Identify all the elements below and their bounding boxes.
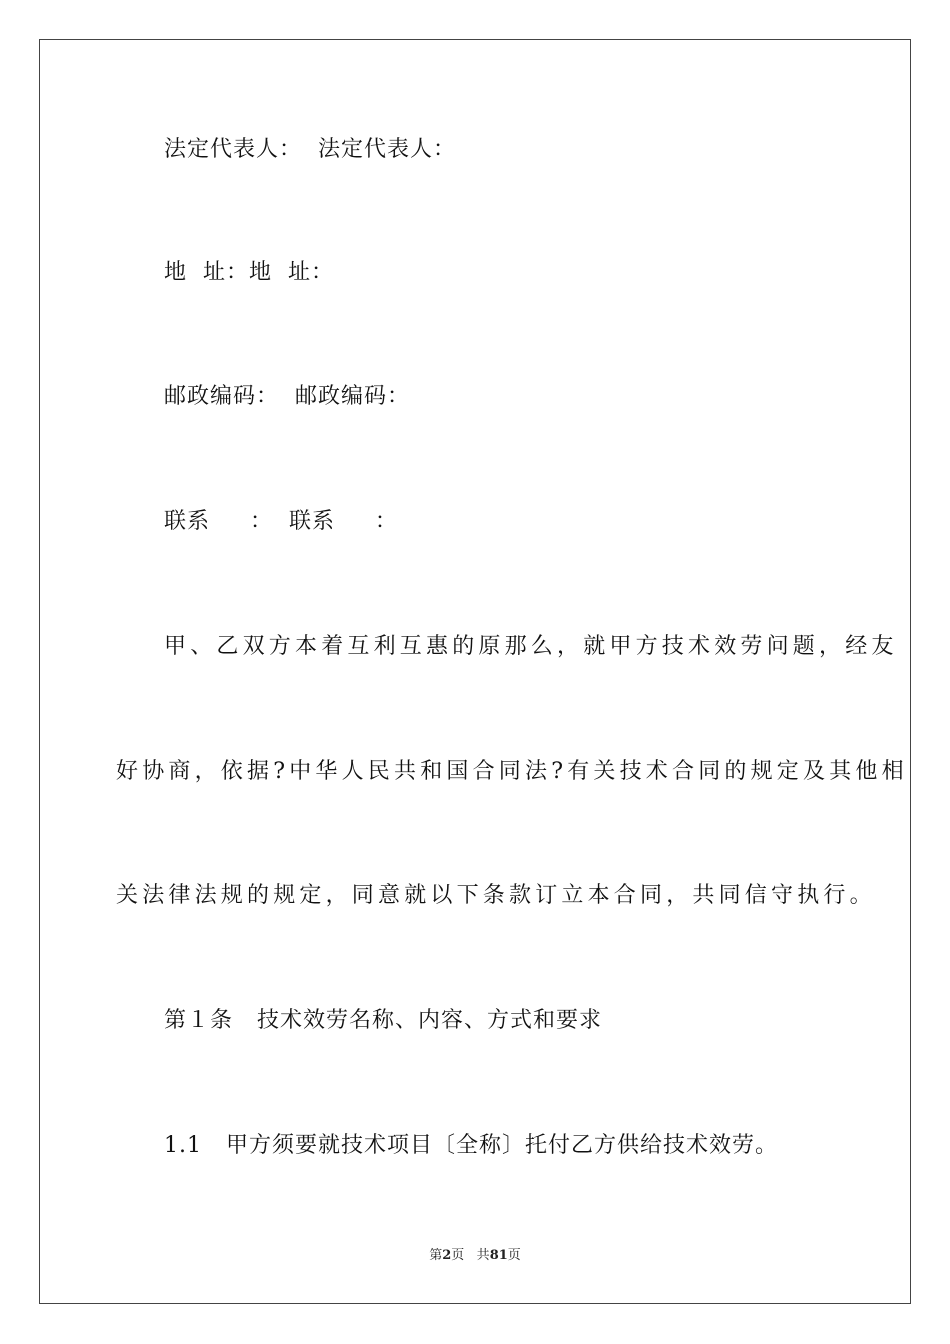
page-label-suffix: 页 [451, 1248, 465, 1263]
address-line: 地 址：地 址： [164, 260, 334, 285]
legal-representative-line: 法定代表人： 法定代表人： [164, 137, 456, 162]
page-footer [0, 1247, 950, 1265]
current-page-number: 2 [442, 1248, 452, 1263]
postal-code-line: 邮政编码： 邮政编码： [164, 384, 410, 409]
total-label-prefix: 共 [476, 1248, 490, 1263]
article-1-heading: 第１条 技术效劳名称、内容、方式和要求 [164, 1008, 602, 1033]
paragraph-line-1: 甲、乙双方本着互利互惠的原那么，就甲方技术效劳问题，经友 [164, 634, 898, 659]
clause-1-1: 1.1 甲方须要就技术项目〔全称〕托付乙方供给技术效劳。 [164, 1133, 778, 1158]
page-label-prefix: 第 [429, 1248, 443, 1263]
total-pages-number: 81 [489, 1248, 508, 1263]
contact-line: 联系 ： 联系 ： [164, 509, 398, 534]
paragraph-line-2: 好协商，依据?中华人民共和国合同法?有关技术合同的规定及其他相 [116, 759, 908, 784]
paragraph-line-3: 关法律法规的规定，同意就以下条款订立本合同，共同信守执行。 [116, 883, 876, 908]
page-border [39, 39, 911, 1304]
total-label-suffix: 页 [507, 1248, 521, 1263]
